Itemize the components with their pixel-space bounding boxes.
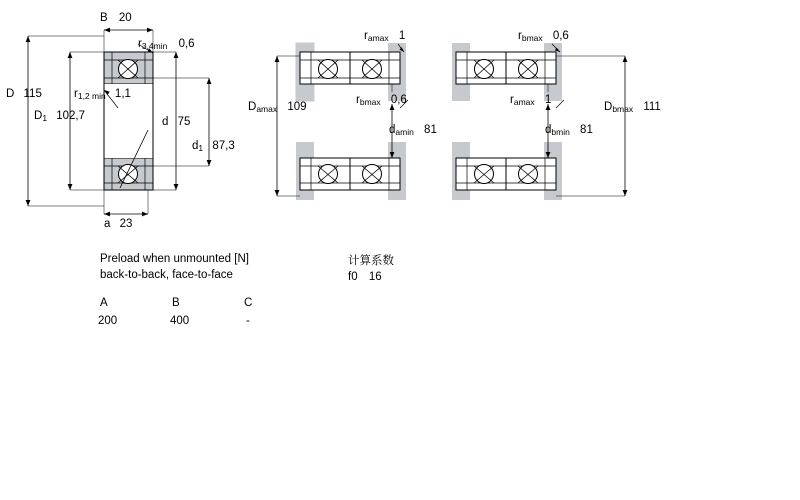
label-a: a 23: [104, 218, 133, 230]
preload-value-B: 400: [170, 315, 190, 327]
preload-subtitle: back-to-back, face-to-face: [100, 269, 233, 281]
label-d: d 75: [162, 116, 191, 128]
label-d1: $d_1$ 87,3: [192, 140, 235, 153]
preload-col-A: A: [100, 297, 108, 309]
preload-col-B: B: [172, 297, 180, 309]
preload-value-C: -: [246, 315, 250, 327]
label-damin: $d_{amin}$ 81: [389, 124, 437, 137]
calc-factor-title: 计算系数: [348, 253, 394, 267]
label-D: D 115: [6, 88, 42, 100]
label-rbmax-top: $r_{bmax}$ 0,6: [518, 30, 569, 43]
right-bearing-arrangements: [275, 43, 628, 200]
label-r34min: $r_{3,4min}$ 0,6: [138, 38, 195, 51]
label-D1: $D_1$ 102,7: [34, 110, 86, 123]
label-dbmin: $d_{bmin}$ 81: [545, 124, 593, 137]
label-B: B 20: [100, 12, 132, 24]
calc-factor-f0: f0 16: [348, 271, 382, 283]
label-Dbmax: $D_{bmax}$ 111: [604, 101, 661, 114]
label-ramax-mid: $r_{amax}$ 1: [510, 94, 552, 107]
preload-value-A: 200: [98, 315, 118, 327]
preload-title: Preload when unmounted [N]: [100, 253, 249, 265]
label-ramax-top: $r_{amax}$ 1: [364, 30, 406, 43]
label-r12min: $r_{1,2 min}$ 1,1: [74, 88, 131, 101]
label-rbmax-mid: $r_{bmax}$ 0,6: [356, 94, 407, 107]
preload-col-C: C: [244, 297, 253, 309]
label-Damax: $D_{amax}$ 109: [248, 101, 307, 114]
